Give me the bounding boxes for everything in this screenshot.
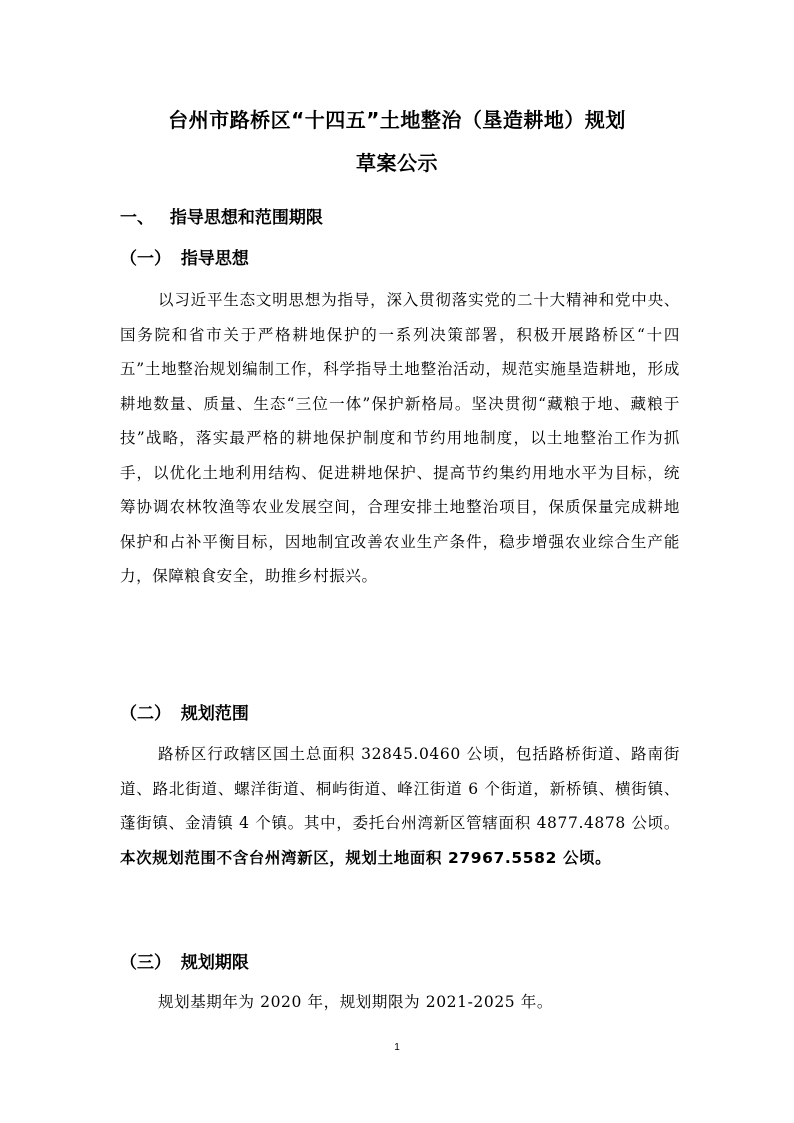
- section-number: 一、: [120, 208, 154, 228]
- document-title: 台州市路桥区“十四五”土地整治（垦造耕地）规划: [168, 108, 626, 132]
- subsection-heading-planning-period: [120, 948, 249, 973]
- subsection-heading-planning-scope: [120, 699, 249, 724]
- subsection-number: （二）: [120, 704, 171, 724]
- page-number: 1: [394, 1042, 400, 1053]
- subsection-number: （三）: [120, 953, 171, 973]
- paragraph-guiding-ideology: 以习近平生态文明思想为指导，深入贯彻落实党的二十大精神和党中央、国务院和省市关于严格耕地保护的一系列决策部署，积极开展路桥区“十四五”土地整治规划编制工作，科学指导土地整治活动，规范实施垦造耕地，形成耕地数量、质量、生态“三位一体”保护新格局。坚决贯彻“藏粮于地、藏粮于技”战略，落实最严格的耕地保护制度和节约用地制度，以土地整治工作为抓手，以优化土地利用结构、促进耕地保护、提高节约集约用地水平为目标，统筹协调农林牧渔等农业发展空间，合理安排土地整治项目，保质保量完成耕地保护和占补平衡目标，因地制宜改善农业生产条件，稳步增强农业综合生产能力，保障粮食安全，助推乡村振兴。: [120, 291, 680, 585]
- subsection-heading-text: 规划范围: [180, 704, 249, 724]
- paragraph-planning-scope: [120, 737, 680, 875]
- paragraph-planning-period: 规划基期年为 2020 年，规划期限为 2021-2025 年。: [158, 993, 553, 1011]
- subsection-heading-guiding-ideology: [120, 244, 249, 269]
- paragraph-scope-bold-text: 本次规划范围不含台州湾新区，规划土地面积 27967.5582 公顷。: [120, 848, 612, 867]
- subsection-number: （一）: [120, 249, 171, 269]
- section-heading-text: 指导思想和范围期限: [169, 208, 323, 228]
- section-heading-1: [120, 203, 323, 228]
- subsection-heading-text: 指导思想: [180, 249, 249, 269]
- paragraph-scope-text: 路桥区行政辖区国土总面积 32845.0460 公顷，包括路桥街道、路南街道、路北街道、螺洋街道、桐屿街道、峰江街道 6 个街道，新桥镇、横街镇、蓬街镇、金清镇 4 个镇。其中，委托台州湾新区管辖面积 4877.4878 公顷。: [120, 745, 680, 832]
- document-subtitle: 草案公示: [356, 151, 438, 175]
- subsection-heading-text: 规划期限: [180, 953, 249, 973]
